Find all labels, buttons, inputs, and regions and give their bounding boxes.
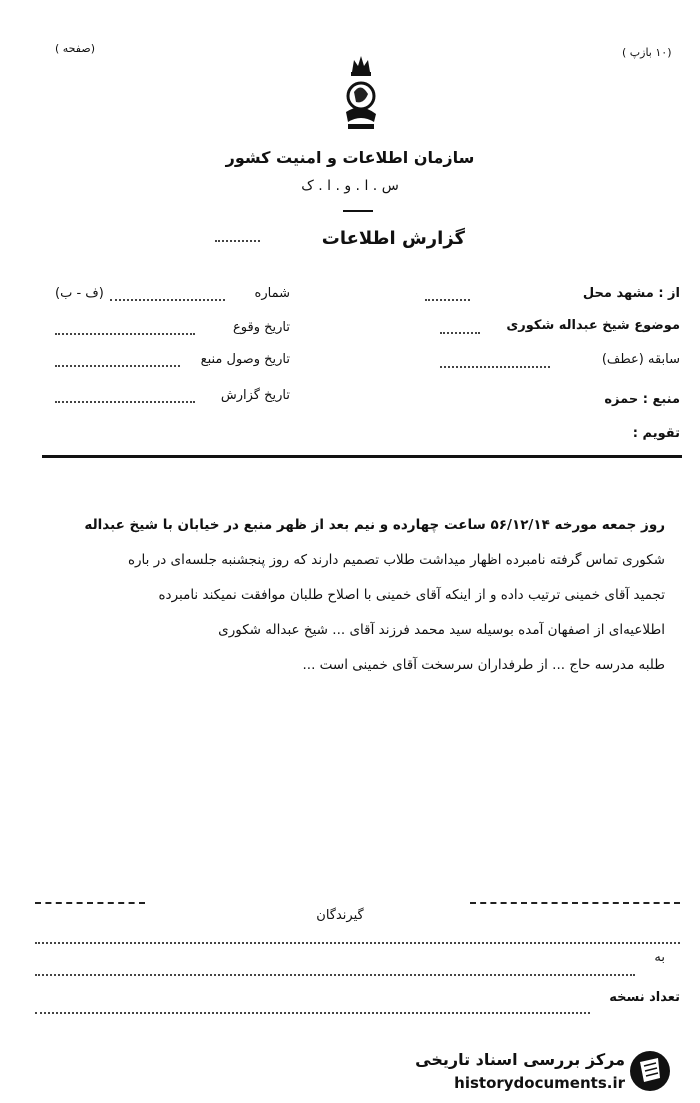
crown-lion-sun-icon [336,52,386,134]
body-line-1: روز جمعه مورخه ۵۶/۱۲/۱۴ ساعت چهارده و نیم بعد از ظهر منبع در خیابان با شیخ عبداله [84,517,665,533]
body-line-3: تجمید آقای خمینی ترتیب داده و از اینکه آقای خمینی با اصلاح طلبان موافقت نمیکند نامبرده [158,587,665,603]
recipients-row-3 [35,1012,590,1014]
document-roll-icon [628,1048,672,1094]
watermark-url: historydocuments.ir [454,1074,625,1092]
date-received-dots [55,365,180,367]
body-line-5: طلبه مدرسه حاج ... از طرفداران سرسخت آقای خمینی است ... [302,657,665,673]
source-field: منبع : حمزه [604,392,680,407]
evaluation-field: تقویم : [632,426,680,441]
header-divider [343,210,373,212]
date-received-label: تاریخ وصول منبع [200,352,290,367]
report-title: گزارش اطلاعات [321,228,465,249]
section-divider [42,455,682,458]
corner-reference-mark: (۱۰ بازپ ) [622,46,672,59]
signature-line-right [470,902,680,904]
number-label: شماره [254,286,290,301]
body-line-2: شکوری تماس گرفته نامبرده اظهار میداشت طلاب تصمیم دارند که روز پنجشنبه جلسه‌ای در باره [127,552,665,568]
body-line-4: اطلاعیه‌ای از اصفهان آمده بوسیله سید محمد فرزند آقای ... شیخ عبداله شکوری [218,622,665,638]
from-dots [425,299,470,301]
corner-page-mark: (صفحه ) [55,42,95,55]
org-name: سازمان اطلاعات و امنیت کشور [225,148,475,167]
subject-dots [440,332,480,334]
subject-field: موضوع شیخ عبداله شکوری [506,318,680,333]
watermark-title: مرکز بررسی اسناد تاریخی [415,1050,625,1069]
org-code: س . ا . و . ا . ک [301,178,399,194]
to-label: به [654,950,665,965]
copies-label: تعداد نسخه [609,990,680,1005]
date-event-label: تاریخ وقوع [233,320,290,335]
title-dots [215,240,260,242]
recipients-row-1 [35,942,680,944]
from-field: از : مشهد محل [582,286,680,301]
date-report-label: تاریخ گزارش [220,388,290,403]
date-report-dots [55,401,195,403]
recipients-label: گیرندگان [316,908,364,923]
recipients-row-2 [35,974,635,976]
number-dots [110,299,225,301]
reference-field: سابقه (عطف) [601,352,680,367]
signature-line-left [35,902,145,904]
date-event-dots [55,333,195,335]
reference-dots [440,366,550,368]
number-ref: (ف - ب) [55,286,104,301]
